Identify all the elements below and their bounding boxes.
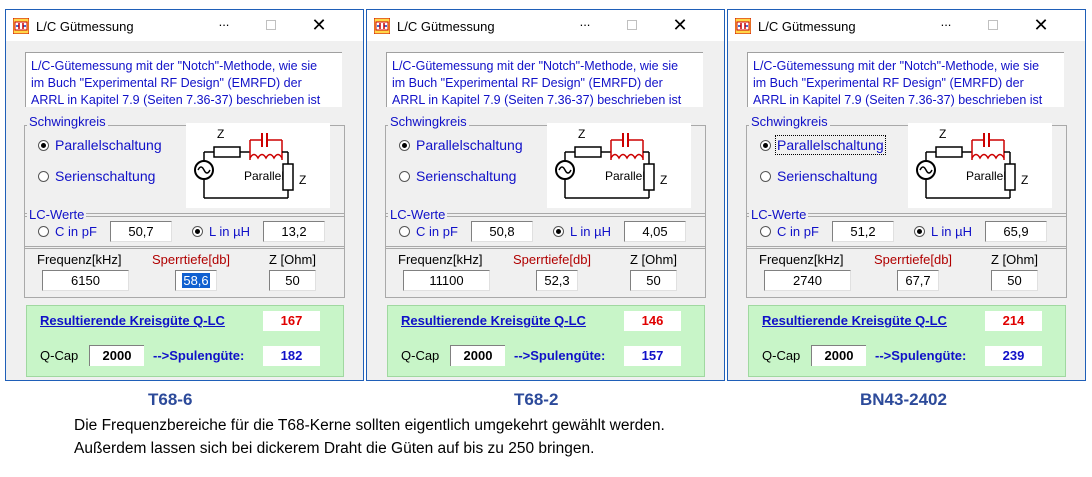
title-bar[interactable] [367, 10, 724, 41]
close-button[interactable]: ✕ [1033, 15, 1049, 35]
sperrtiefe-value: 52,3 [544, 273, 570, 288]
sperrtiefe-input[interactable] [536, 270, 578, 291]
menu-dots-button[interactable]: ... [218, 14, 230, 29]
result-link[interactable]: Resultierende Kreisgüte Q-LC [762, 313, 947, 328]
app-icon [735, 18, 751, 34]
radio-icon [38, 140, 49, 151]
l-radio[interactable] [553, 224, 611, 239]
spulenguete-label: -->Spulengüte: [514, 348, 606, 363]
result-link[interactable]: Resultierende Kreisgüte Q-LC [401, 313, 586, 328]
parallel-label: Parallelschaltung [416, 137, 523, 153]
radio-icon [38, 226, 49, 237]
schematic-z2-label: Z [299, 173, 307, 187]
q-lc-output: 146 [624, 311, 681, 331]
z-ohm-input[interactable]: 50 [991, 270, 1038, 291]
lc-circuit-schematic-icon [553, 128, 657, 203]
serien-label: Serienschaltung [416, 168, 517, 184]
c-label: C in pF [55, 224, 97, 239]
lc-werte-label: LC-Werte [751, 207, 807, 222]
spulenguete-label: -->Spulengüte: [153, 348, 245, 363]
parallel-radio[interactable] [399, 137, 523, 153]
lc-circuit-schematic-icon [192, 128, 296, 203]
q-lc-output: 167 [263, 311, 320, 331]
c-value-field[interactable]: 50,8 [471, 221, 533, 242]
lc-circuit-schematic-icon [914, 128, 1018, 203]
l-value-field[interactable]: 13,2 [263, 221, 325, 242]
c-radio[interactable] [38, 224, 97, 239]
serien-label: Serienschaltung [777, 168, 878, 184]
maximize-icon [988, 20, 998, 30]
maximize-button[interactable] [979, 13, 1007, 37]
radio-icon [399, 140, 410, 151]
window-title: L/C Gütmessung [397, 19, 495, 34]
radio-icon [553, 226, 564, 237]
serien-radio[interactable] [38, 168, 155, 184]
core-type-caption: T68-2 [514, 390, 559, 409]
parallel-label: Parallelschaltung [777, 137, 884, 153]
sperrtiefe-label: Sperrtiefe[db] [874, 252, 953, 267]
schematic-parallel-label: Parallel [966, 169, 1007, 183]
spulenguete-output: 239 [985, 346, 1042, 366]
schematic-panel [547, 123, 691, 208]
lc-werte-label: LC-Werte [390, 207, 446, 222]
l-radio[interactable] [914, 224, 972, 239]
sperrtiefe-value: 58,6 [183, 273, 209, 288]
window-title: L/C Gütmessung [36, 19, 134, 34]
radio-icon [399, 226, 410, 237]
app-icon [374, 18, 390, 34]
l-value-field[interactable]: 4,05 [624, 221, 686, 242]
info-text: L/C-Gütemessung mit der "Notch"-Methode, wie sie im Buch "Experimental RF Design" (EMRFD) der ARRL in Kapitel 7.9 (Seiten 7.36-37) beschrieben ist [747, 52, 1064, 107]
q-cap-label: Q-Cap [40, 348, 79, 363]
schematic-parallel-label: Parallel [244, 169, 285, 183]
q-cap-label: Q-Cap [762, 348, 801, 363]
frequenz-label: Frequenz[kHz] [759, 252, 844, 267]
schematic-z2-label: Z [1021, 173, 1029, 187]
q-lc-output: 214 [985, 311, 1042, 331]
footer-note-line1: Die Frequenzbereiche für die T68-Kerne sollten eigentlich umgekehrt gewählt werden. [74, 417, 665, 434]
l-label: L in µH [209, 224, 250, 239]
frequenz-input[interactable]: 11100 [403, 270, 490, 291]
serien-radio[interactable] [399, 168, 516, 184]
radio-icon [38, 171, 49, 182]
q-cap-input[interactable]: 2000 [811, 345, 866, 366]
menu-dots-button[interactable]: ... [940, 14, 952, 29]
maximize-icon [627, 20, 637, 30]
parallel-radio[interactable] [38, 137, 162, 153]
lc-measurement-window [727, 9, 1086, 381]
schwingkreis-label: Schwingkreis [390, 114, 467, 129]
c-value-field[interactable]: 50,7 [110, 221, 172, 242]
z-ohm-input[interactable]: 50 [269, 270, 316, 291]
radio-icon [760, 226, 771, 237]
schematic-parallel-label: Parallel [605, 169, 646, 183]
result-panel [748, 305, 1066, 377]
info-text: L/C-Gütemessung mit der "Notch"-Methode, wie sie im Buch "Experimental RF Design" (EMRFD) der ARRL in Kapitel 7.9 (Seiten 7.36-37) beschrieben ist [25, 52, 342, 107]
schematic-z1-label: Z [217, 127, 225, 141]
schematic-z1-label: Z [939, 127, 947, 141]
l-value-field[interactable]: 65,9 [985, 221, 1047, 242]
spulenguete-label: -->Spulengüte: [875, 348, 967, 363]
z-ohm-label: Z [Ohm] [269, 252, 316, 267]
sperrtiefe-label: Sperrtiefe[db] [152, 252, 231, 267]
close-button[interactable]: ✕ [672, 15, 688, 35]
result-panel [387, 305, 705, 377]
maximize-icon [266, 20, 276, 30]
frequenz-input[interactable]: 2740 [764, 270, 851, 291]
maximize-button[interactable] [618, 13, 646, 37]
lc-werte-label: LC-Werte [29, 207, 85, 222]
menu-dots-button[interactable]: ... [579, 14, 591, 29]
schematic-z1-label: Z [578, 127, 586, 141]
core-type-caption: T68-6 [148, 390, 193, 409]
title-bar[interactable] [728, 10, 1085, 41]
lc-measurement-window [366, 9, 725, 381]
parallel-label: Parallelschaltung [55, 137, 162, 153]
spulenguete-output: 182 [263, 346, 320, 366]
result-link[interactable]: Resultierende Kreisgüte Q-LC [40, 313, 225, 328]
app-icon [13, 18, 29, 34]
spulenguete-output: 157 [624, 346, 681, 366]
radio-icon [192, 226, 203, 237]
sperrtiefe-input[interactable] [897, 270, 939, 291]
close-button[interactable]: ✕ [311, 15, 327, 35]
c-label: C in pF [416, 224, 458, 239]
schwingkreis-label: Schwingkreis [751, 114, 828, 129]
z-ohm-label: Z [Ohm] [630, 252, 677, 267]
schematic-panel [908, 123, 1052, 208]
core-type-caption: BN43-2402 [860, 390, 947, 409]
lc-measurement-window [5, 9, 364, 381]
l-label: L in µH [570, 224, 611, 239]
sperrtiefe-value: 67,7 [905, 273, 931, 288]
c-label: C in pF [777, 224, 819, 239]
q-cap-input[interactable]: 2000 [89, 345, 144, 366]
schematic-panel [186, 123, 330, 208]
z-ohm-input[interactable]: 50 [630, 270, 677, 291]
frequenz-input[interactable]: 6150 [42, 270, 129, 291]
q-cap-input[interactable]: 2000 [450, 345, 505, 366]
c-radio[interactable] [760, 224, 819, 239]
q-cap-label: Q-Cap [401, 348, 440, 363]
radio-icon [914, 226, 925, 237]
frequenz-label: Frequenz[kHz] [398, 252, 483, 267]
radio-icon [399, 171, 410, 182]
serien-label: Serienschaltung [55, 168, 156, 184]
result-panel [26, 305, 344, 377]
z-ohm-label: Z [Ohm] [991, 252, 1038, 267]
schwingkreis-label: Schwingkreis [29, 114, 106, 129]
info-text: L/C-Gütemessung mit der "Notch"-Methode, wie sie im Buch "Experimental RF Design" (EMRFD) der ARRL in Kapitel 7.9 (Seiten 7.36-37) beschrieben ist [386, 52, 703, 107]
radio-icon [760, 171, 771, 182]
window-title: L/C Gütmessung [758, 19, 856, 34]
frequenz-label: Frequenz[kHz] [37, 252, 122, 267]
radio-icon [760, 140, 771, 151]
l-radio[interactable] [192, 224, 250, 239]
c-radio[interactable] [399, 224, 458, 239]
sperrtiefe-input[interactable] [175, 270, 217, 291]
l-label: L in µH [931, 224, 972, 239]
serien-radio[interactable] [760, 168, 877, 184]
schematic-z2-label: Z [660, 173, 668, 187]
maximize-button[interactable] [257, 13, 285, 37]
footer-note-line2: Außerdem lassen sich bei dickerem Draht die Güten auf bis zu 250 bringen. [74, 440, 595, 457]
sperrtiefe-label: Sperrtiefe[db] [513, 252, 592, 267]
c-value-field[interactable]: 51,2 [832, 221, 894, 242]
parallel-radio[interactable] [760, 137, 884, 153]
title-bar[interactable] [6, 10, 363, 41]
